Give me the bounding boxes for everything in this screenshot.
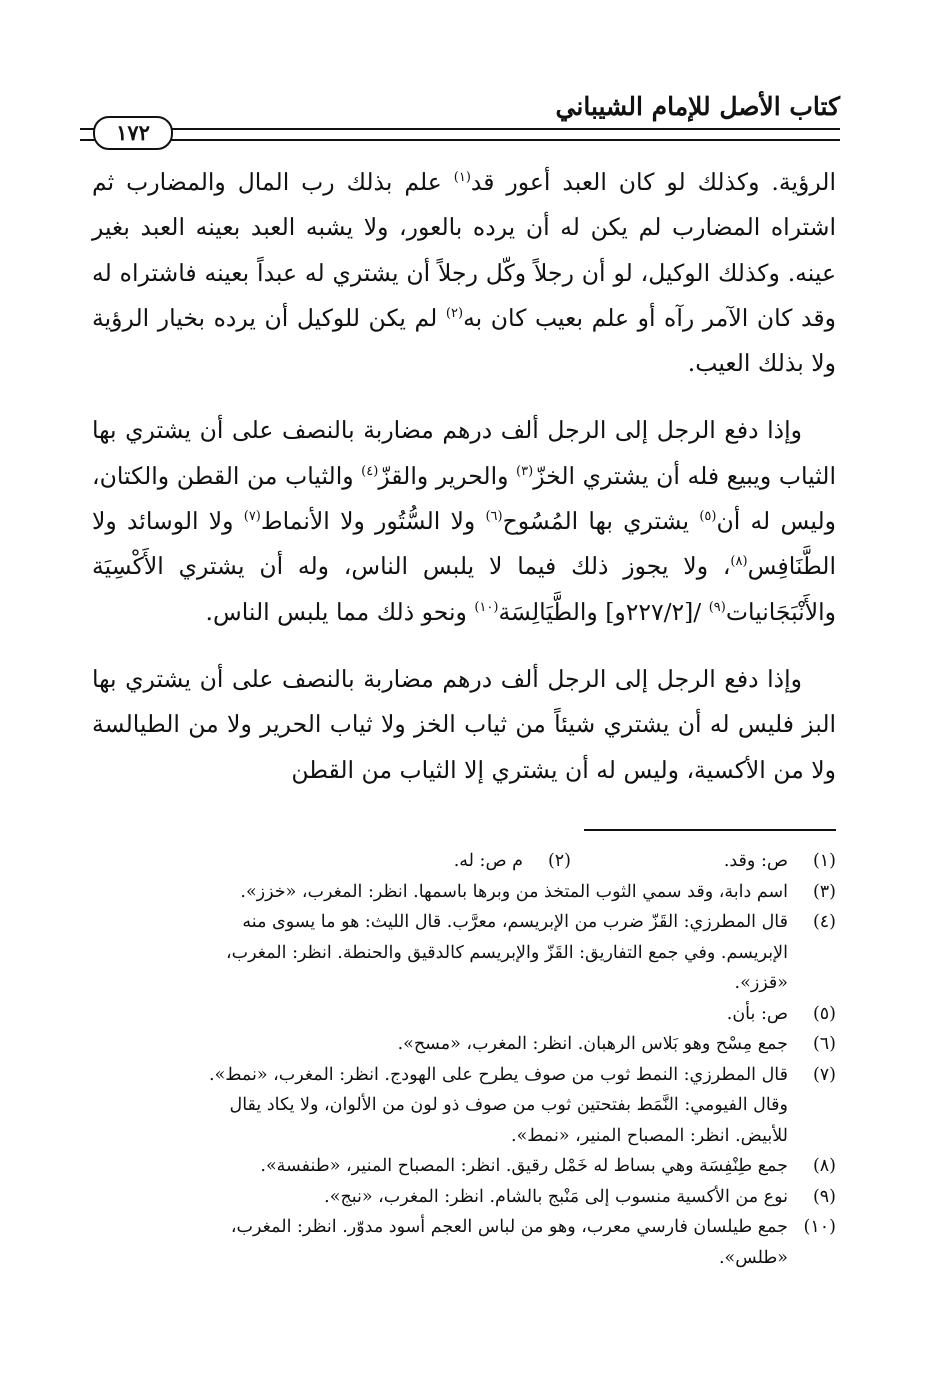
footnote-text: ص: بأن. xyxy=(726,1003,788,1024)
footnote-line: «قزز». xyxy=(734,973,788,993)
footnote-row xyxy=(92,846,836,877)
page-header xyxy=(80,90,840,162)
main-text xyxy=(92,160,836,793)
footnote-text: جمع مِسْح وهو بَلاس الرهبان. انظر: المغرب، «مسح». xyxy=(397,1034,788,1054)
text-line: /[٢٢٧/٢و] والطَّيَالِسَة xyxy=(498,597,709,626)
text-line: والحرير والقزّ xyxy=(378,461,517,490)
paragraph-2 xyxy=(92,408,836,634)
footnote-number: (١٠) xyxy=(803,1217,836,1237)
footnote-5 xyxy=(92,999,836,1030)
footnote-text xyxy=(92,907,788,999)
footnote-1 xyxy=(571,846,836,877)
text-line: لم يكن للوكيل أن xyxy=(264,303,446,332)
text-line: من الطيالسة ولا من الأكسية، وليس له أن يشتري إلا الثياب من القطن xyxy=(92,710,836,784)
text-line: الناس، وله أن يشتري الأَكْسِيَة والأَنْبَجَانيات xyxy=(92,552,836,626)
text-line: والثياب من xyxy=(247,461,362,490)
text-line: ولا السُّتُور ولا xyxy=(340,507,486,536)
footnote-ref[interactable]: (٦) xyxy=(485,509,503,525)
footnote-ref[interactable]: (١٠) xyxy=(474,599,499,615)
footnote-text: نوع من الأكسية منسوب إلى مَنْبج بالشام. انظر: المغرب، «نبج». xyxy=(324,1186,788,1207)
footnote-line: قال المطرزي: القَزّ ضرب من الإبريسم، معرَّب. قال الليث: هو ما يسوى منه xyxy=(242,912,788,932)
footnote-text: ص: وقد. xyxy=(723,851,788,871)
footnote-line: «طلس». xyxy=(718,1247,788,1268)
footnote-number: (٩) xyxy=(812,1186,836,1207)
footnotes xyxy=(92,846,836,1273)
footnote-number: (٤) xyxy=(812,912,836,932)
footnote-ref[interactable]: (٨) xyxy=(730,554,748,570)
footnote-number: (٨) xyxy=(812,1156,836,1176)
footnote-10 xyxy=(92,1212,836,1273)
footnote-number: (٢) xyxy=(547,851,571,871)
text-line: وإذا دفع الرجل إلى الرجل ألف درهم مضاربة بالنصف على أن xyxy=(199,416,802,445)
footnote-line: الإبريسم. وفي جمع التفاريق: القَزّ والإبريسم كالدقيق والحنطة. انظر: المغرب، xyxy=(225,942,788,963)
text-line: يشتري بها الثياب ويبيع فله أن يشتري الخزّ xyxy=(92,416,836,490)
page-number: ١٧٢ xyxy=(93,116,173,150)
footnote-text: م ص: له. xyxy=(453,851,523,871)
footnote-number: (١) xyxy=(812,851,836,871)
text-line: الأنماط xyxy=(260,507,330,536)
text-line: يرده بخيار الرؤية ولا بذلك العيب. xyxy=(92,303,836,378)
text-line: يشتري بها المُسُوح xyxy=(502,507,700,536)
footnote-ref[interactable]: (٤) xyxy=(361,463,379,479)
footnote-2 xyxy=(331,846,571,877)
text-line: القطن والكتان، وليس له أن xyxy=(92,461,837,536)
text-line: ثم اشتراه المضارب لم يكن له أن يرده بالعور، ولا يشبه العبد بعينه العبد xyxy=(92,168,836,242)
paragraph-3 xyxy=(92,657,836,793)
footnote-ref[interactable]: (٥) xyxy=(699,509,717,525)
footnote-9 xyxy=(92,1182,836,1213)
footnote-text xyxy=(92,1212,788,1273)
footnote-text: اسم دابة، وقد سمي الثوب المتخذ من وبرها باسمها. انظر: المغرب، «خزز». xyxy=(240,881,788,902)
footnote-number: (٦) xyxy=(812,1034,836,1054)
text-line: ولا الوسائد ولا الطَّنَافِس xyxy=(92,507,836,581)
footnote-line: للأبيض. انظر: المصباح المنير، «نمط». xyxy=(511,1125,788,1146)
footnote-number: (٣) xyxy=(812,881,836,902)
footnote-4 xyxy=(92,907,836,999)
footnote-text: جمع طِنْفِسَة وهي بساط له خَمْل رقيق. انظر: المصباح المنير، «طنفسة». xyxy=(260,1156,788,1176)
header-rule xyxy=(80,128,840,141)
text-line: ، ولا يجوز ذلك فيما لا يلبس xyxy=(422,552,731,581)
footnote-number: (٥) xyxy=(812,1003,836,1024)
footnote-6 xyxy=(92,1029,836,1060)
text-line: علم بذلك رب المال والمضارب xyxy=(126,168,454,196)
footnote-ref[interactable]: (١) xyxy=(453,170,471,186)
text-line: الرؤية. وكذلك لو كان العبد أعور قد xyxy=(470,168,836,196)
footnote-number: (٧) xyxy=(812,1064,836,1085)
footnote-7 xyxy=(92,1060,836,1152)
footnote-ref[interactable]: (٢) xyxy=(445,306,464,322)
paragraph-1 xyxy=(92,160,836,386)
footnote-3 xyxy=(92,877,836,908)
text-line: يشتري بها البز فليس له أن يشتري شيئاً من ثياب الخز ولا ثياب الحرير ولا xyxy=(92,664,837,739)
footnote-line: جمع طيلسان فارسي معرب، وهو من لباس العجم أسود مدوّر. انظر: المغرب، xyxy=(230,1217,788,1237)
footnote-line: قال المطرزي: النمط ثوب من صوف يطرح على الهودج. انظر: المغرب، «نمط». xyxy=(209,1064,788,1085)
footnote-ref[interactable]: (٩) xyxy=(708,599,726,615)
text-line: وإذا دفع الرجل إلى الرجل ألف درهم مضاربة بالنصف على أن xyxy=(199,664,802,693)
footnote-separator xyxy=(584,829,836,831)
book-title: كتاب الأصل للإمام الشيباني xyxy=(555,92,840,121)
footnote-text xyxy=(92,1060,788,1152)
text-line: بغير عينه. وكذلك الوكيل، لو أن رجلاً وكّل رجلاً أن يشتري له عبداً بعينه xyxy=(92,213,836,287)
text-line: فاشتراه له وقد كان الآمر رآه أو علم بعيب كان به xyxy=(92,258,836,332)
text-line: ونحو ذلك مما يلبس الناس. xyxy=(205,597,467,626)
footnote-ref[interactable]: (٧) xyxy=(243,509,261,525)
footnote-line: وقال الفيومي: النَّمَط بفتحتين ثوب من صوف ذو لون من الألوان، ولا يكاد يقال xyxy=(229,1095,788,1115)
footnote-8 xyxy=(92,1151,836,1182)
footnote-ref[interactable]: (٣) xyxy=(516,463,534,479)
